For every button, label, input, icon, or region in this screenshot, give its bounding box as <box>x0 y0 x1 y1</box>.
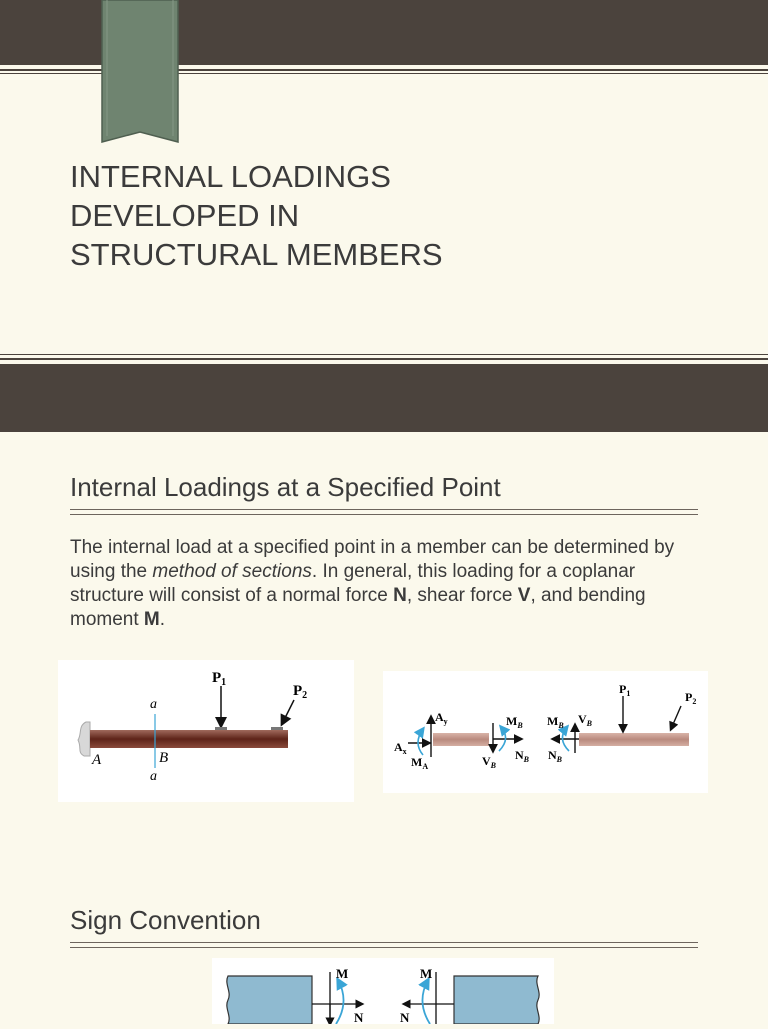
sign-convention-diagram <box>212 958 554 1024</box>
label-section-a-bottom: a <box>150 769 157 784</box>
slide-title <box>70 157 630 274</box>
section-heading-sign-convention: Sign Convention <box>70 905 261 935</box>
label-ax: $A_x$ <box>394 740 407 756</box>
bottom-banner <box>0 364 768 432</box>
title-line-1: INTERNAL LOADINGS <box>70 159 391 194</box>
label-p2: $P_2$ <box>293 683 308 701</box>
wall-support-icon <box>78 722 90 756</box>
right-segment <box>579 733 689 746</box>
para-bold-m: M <box>143 609 160 630</box>
label-point-a: A <box>92 752 102 768</box>
p2-plate <box>271 727 283 730</box>
free-body-figure <box>383 671 708 793</box>
right-m-moment-icon <box>422 980 430 1024</box>
label-m-left: M <box>336 966 349 981</box>
label-ay: $A_y$ <box>435 710 448 726</box>
bottom-rule-2 <box>0 358 768 360</box>
beam-diagram <box>58 660 354 802</box>
sign-rule-2 <box>70 947 698 948</box>
p2-arrow-icon <box>282 700 294 724</box>
para-italic-method: method of sections <box>152 561 312 582</box>
label-mb-right: $M_B$ <box>547 714 564 730</box>
beam-body <box>90 730 288 748</box>
para-bold-n: N <box>393 585 407 606</box>
section-heading-internal-loadings: Internal Loadings at a Specified Point <box>70 472 501 502</box>
label-nb-left: $N_B$ <box>515 748 530 764</box>
label-section-a-top: a <box>150 697 157 712</box>
para-text-4: , and bending moment <box>70 585 646 630</box>
beam-figure <box>58 660 354 802</box>
title-line-2: DEVELOPED IN <box>70 198 300 233</box>
para-text-5: . <box>159 609 166 630</box>
right-block <box>454 976 539 1024</box>
label-vb-right: $V_B$ <box>578 712 593 728</box>
label-p2-right: $P_2$ <box>685 690 697 706</box>
label-mb-left: $M_B$ <box>506 714 523 730</box>
label-ma: $M_A$ <box>411 755 429 771</box>
heading-rule-1 <box>70 509 698 510</box>
ma-moment-icon <box>418 729 423 755</box>
label-n-right: N <box>400 1010 410 1024</box>
body-paragraph <box>70 536 710 632</box>
label-m-right: M <box>420 966 433 981</box>
left-block <box>227 976 312 1024</box>
para-text-2: . In general, this loading for a coplanar structure will consist of a normal force <box>70 561 636 606</box>
title-line-3: STRUCTURAL MEMBERS <box>70 237 443 272</box>
p1-plate <box>215 727 227 730</box>
p2-right-arrow-icon <box>671 706 681 729</box>
sign-convention-figure <box>212 958 554 1024</box>
label-nb-right: $N_B$ <box>548 748 563 764</box>
label-p1: $P_1$ <box>212 670 227 688</box>
left-m-moment-icon <box>336 980 344 1024</box>
sign-rule-1 <box>70 942 698 943</box>
free-body-diagram <box>383 671 708 793</box>
heading-rule-2 <box>70 514 698 515</box>
label-n-left: N <box>354 1010 364 1024</box>
bookmark-ribbon-icon <box>100 0 180 145</box>
bottom-rule-1 <box>0 354 768 355</box>
para-text-3: , shear force <box>406 585 518 606</box>
label-vb-left: $V_B$ <box>482 754 497 770</box>
para-text-1: The internal load at a specified point in a member can be determined by using the <box>70 537 675 582</box>
para-bold-v: V <box>517 585 531 606</box>
left-segment <box>433 733 489 746</box>
label-point-b: B <box>159 750 169 766</box>
label-p1-right: $P_1$ <box>619 682 631 698</box>
